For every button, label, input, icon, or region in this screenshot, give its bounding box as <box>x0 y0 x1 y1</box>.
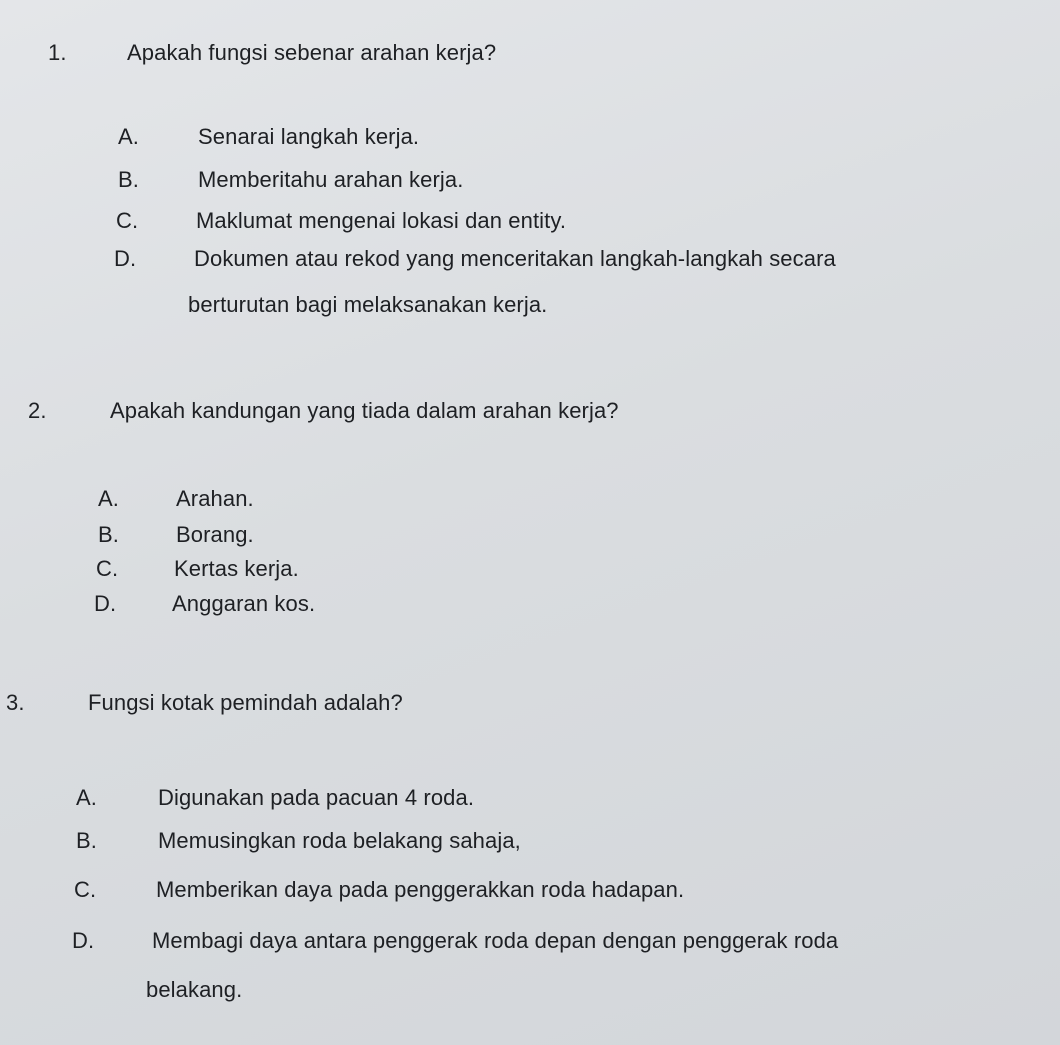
option-letter: C. <box>96 556 119 581</box>
option-text-continued: belakang. <box>146 977 243 1002</box>
option-text: Borang. <box>176 522 254 547</box>
option-letter: B. <box>118 167 139 192</box>
option-letter: B. <box>76 828 97 853</box>
option-text: Arahan. <box>176 486 254 511</box>
option-text: Membagi daya antara penggerak roda depan dengan penggerak roda <box>152 928 839 953</box>
option-text: Senarai langkah kerja. <box>198 124 420 149</box>
option-letter: C. <box>116 208 139 233</box>
option-letter: D. <box>94 591 117 616</box>
question-text: Apakah fungsi sebenar arahan kerja? <box>127 40 497 65</box>
option-text: Memusingkan roda belakang sahaja, <box>158 828 521 853</box>
question-text: Fungsi kotak pemindah adalah? <box>88 690 403 715</box>
option-text: Anggaran kos. <box>172 591 316 616</box>
option-letter: D. <box>72 928 95 953</box>
option-letter: D. <box>114 246 137 271</box>
option-text: Dokumen atau rekod yang menceritakan langkah-langkah secara <box>194 246 836 271</box>
option-letter: A. <box>98 486 119 511</box>
option-text: Memberitahu arahan kerja. <box>198 167 464 192</box>
question-number: 2. <box>28 398 47 423</box>
option-letter: C. <box>74 877 97 902</box>
option-letter: A. <box>76 785 97 810</box>
option-letter: A. <box>118 124 139 149</box>
option-text: Maklumat mengenai lokasi dan entity. <box>196 208 567 233</box>
question-number: 1. <box>48 40 67 65</box>
option-text: Digunakan pada pacuan 4 roda. <box>158 785 475 810</box>
option-letter: B. <box>98 522 119 547</box>
option-text: Memberikan daya pada penggerakkan roda hadapan. <box>156 877 685 902</box>
option-text-continued: berturutan bagi melaksanakan kerja. <box>188 292 548 317</box>
question-number: 3. <box>6 690 25 715</box>
option-text: Kertas kerja. <box>174 556 299 581</box>
question-text: Apakah kandungan yang tiada dalam arahan kerja? <box>110 398 619 423</box>
